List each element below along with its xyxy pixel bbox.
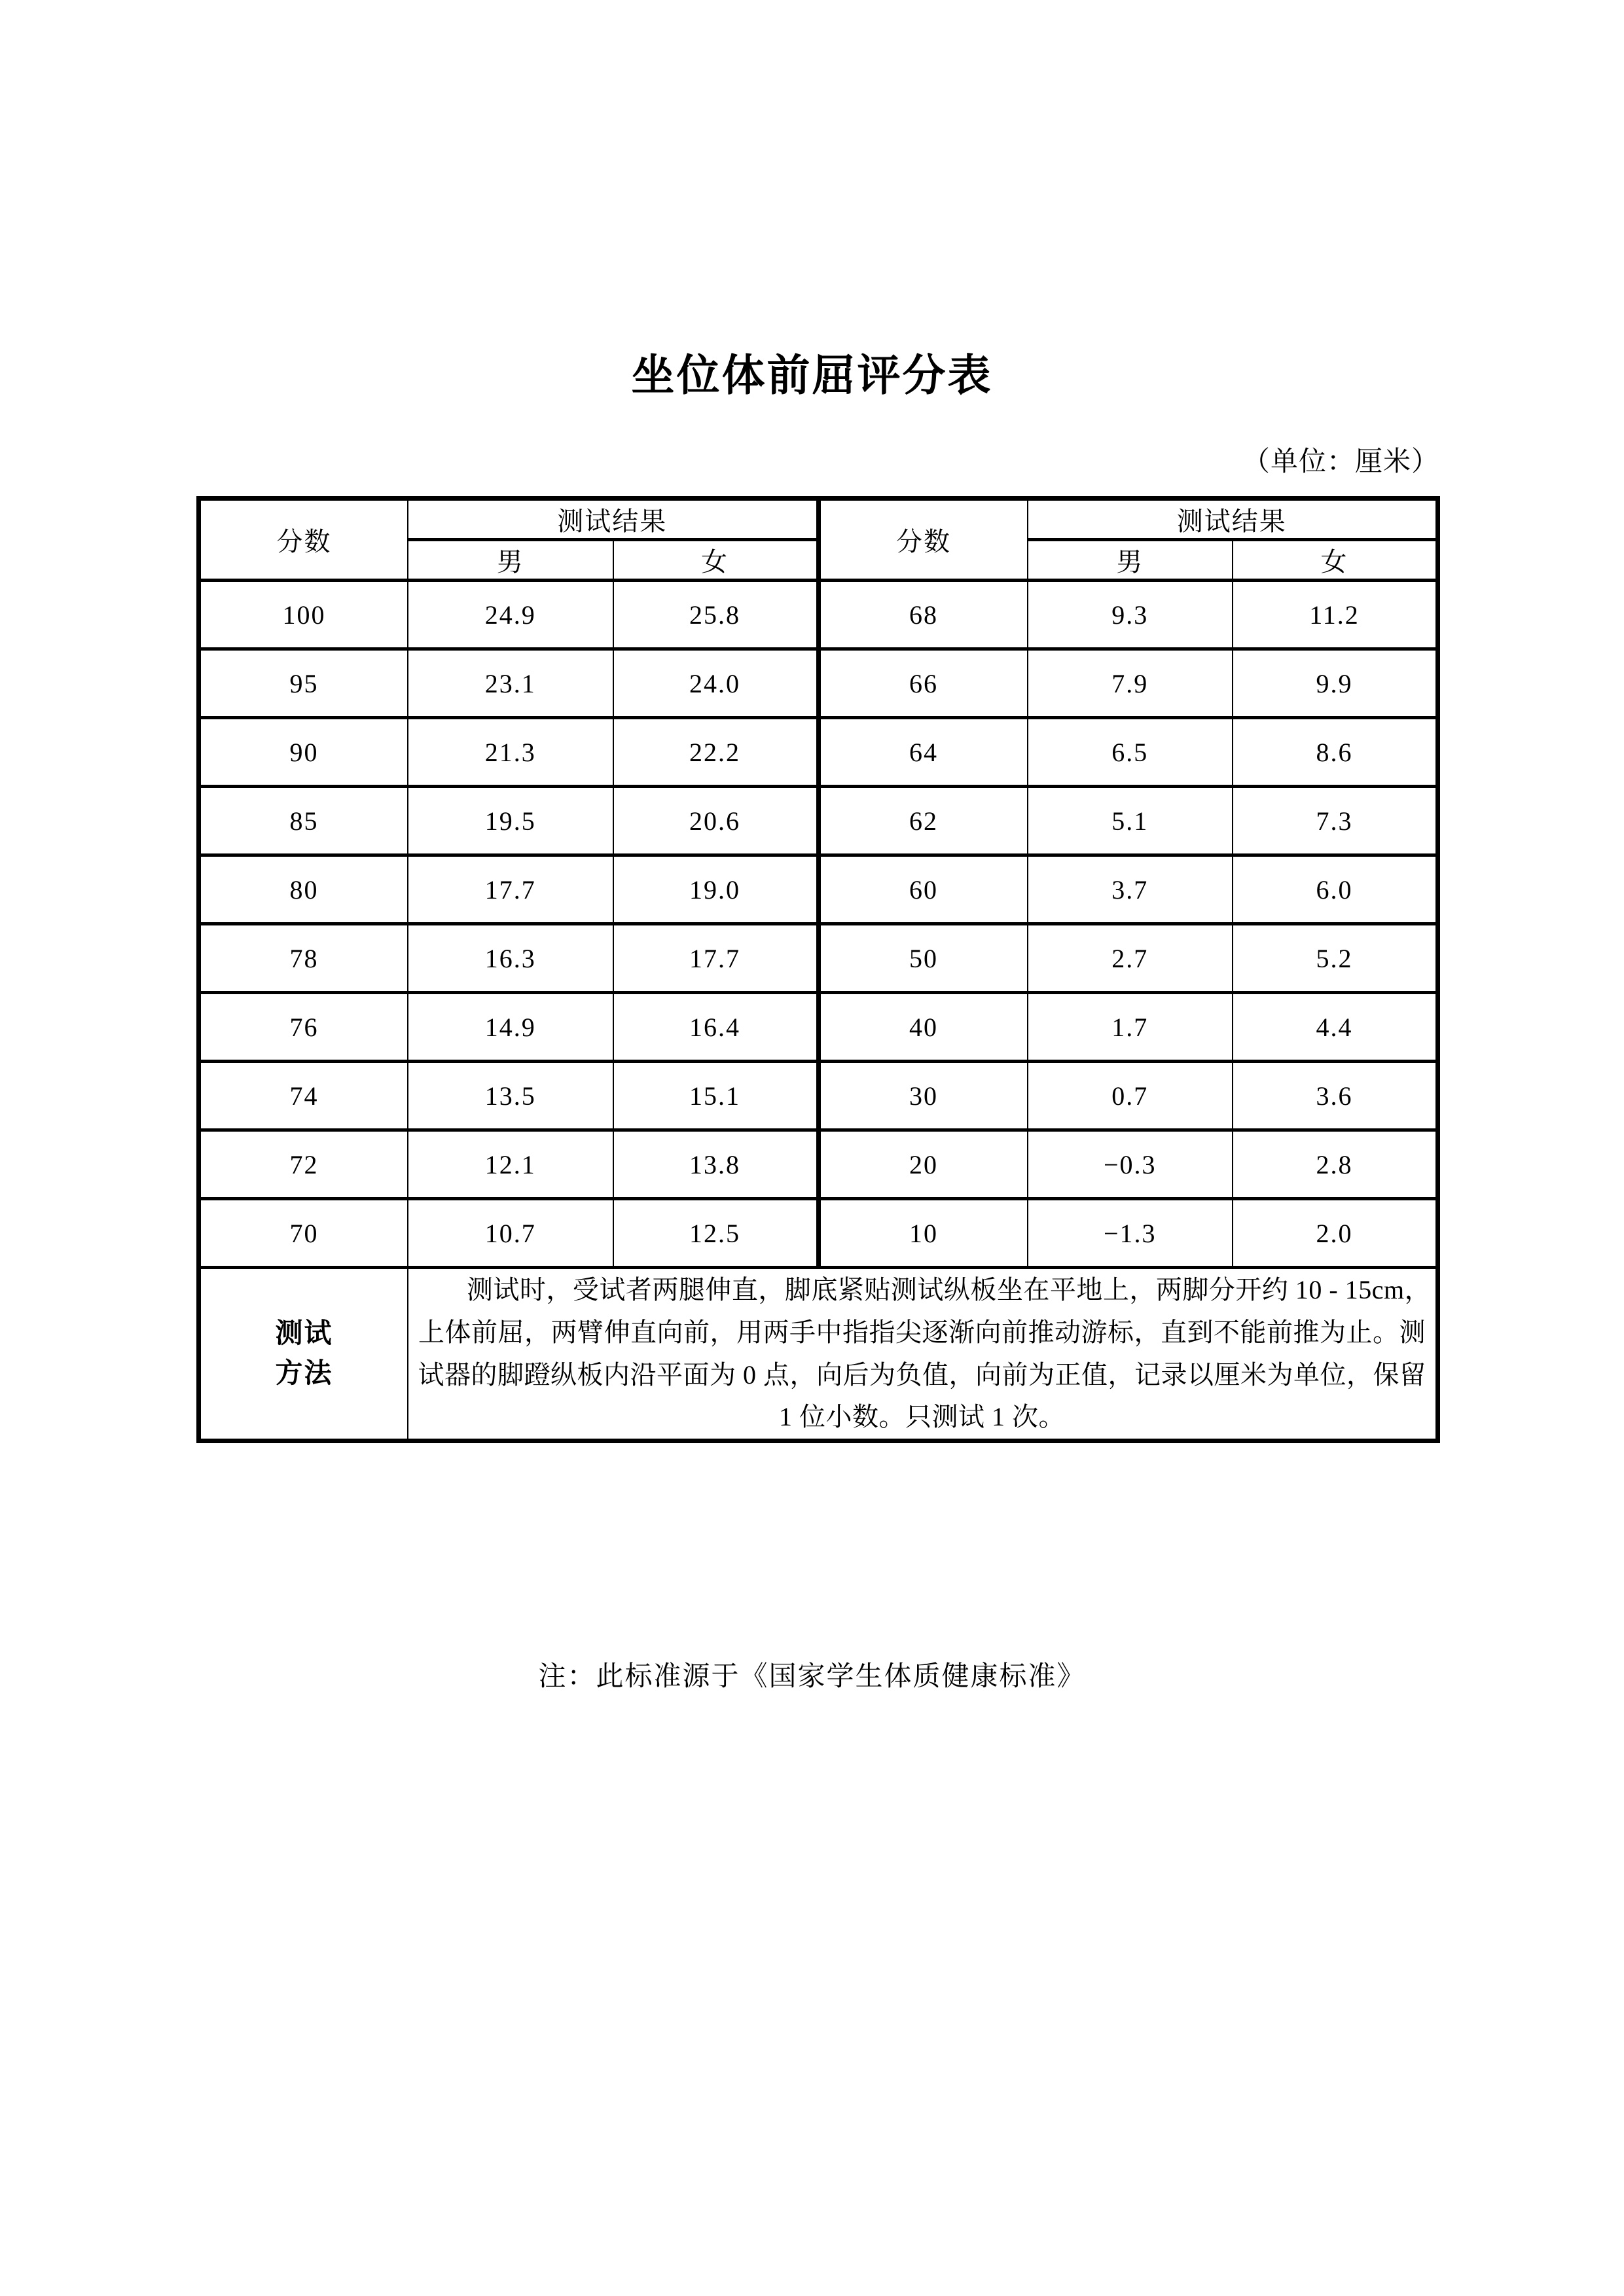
cell-female-left: 13.8 xyxy=(613,1130,819,1199)
cell-female-left: 25.8 xyxy=(613,581,819,649)
table-row xyxy=(199,855,1438,924)
cell-score-left: 85 xyxy=(199,787,408,855)
source-footnote: 注：此标准源于《国家学生体质健康标准》 xyxy=(538,1662,1086,1692)
table-row xyxy=(199,924,1438,993)
cell-female-right: 7.3 xyxy=(1233,787,1438,855)
cell-male-right: 9.3 xyxy=(1028,581,1233,649)
header-female-left: 女 xyxy=(613,540,819,581)
cell-male-left: 24.9 xyxy=(408,581,613,649)
method-row xyxy=(199,1268,1438,1441)
cell-score-right: 66 xyxy=(818,649,1028,718)
cell-female-right: 8.6 xyxy=(1233,718,1438,787)
method-body-cell xyxy=(408,1268,1438,1441)
cell-male-left: 13.5 xyxy=(408,1062,613,1130)
cell-female-left: 20.6 xyxy=(613,787,819,855)
table-row xyxy=(199,649,1438,718)
cell-female-right: 6.0 xyxy=(1233,855,1438,924)
cell-male-right: 6.5 xyxy=(1028,718,1233,787)
table-row xyxy=(199,1062,1438,1130)
cell-male-left: 12.1 xyxy=(408,1130,613,1199)
page-title: 坐位体前屈评分表 xyxy=(631,352,993,400)
cell-male-left: 21.3 xyxy=(408,718,613,787)
cell-score-left: 80 xyxy=(199,855,408,924)
cell-score-left: 72 xyxy=(199,1130,408,1199)
cell-female-left: 22.2 xyxy=(613,718,819,787)
cell-score-right: 10 xyxy=(818,1199,1028,1268)
cell-score-left: 74 xyxy=(199,1062,408,1130)
table-header-row-1 xyxy=(199,499,1438,540)
cell-male-right: 2.7 xyxy=(1028,924,1233,993)
table-row xyxy=(199,993,1438,1062)
cell-female-left: 17.7 xyxy=(613,924,819,993)
header-male-right: 男 xyxy=(1028,540,1233,581)
table-row xyxy=(199,718,1438,787)
cell-score-left: 95 xyxy=(199,649,408,718)
cell-score-left: 100 xyxy=(199,581,408,649)
cell-score-right: 50 xyxy=(818,924,1028,993)
cell-male-right: 5.1 xyxy=(1028,787,1233,855)
cell-female-left: 19.0 xyxy=(613,855,819,924)
cell-male-left: 23.1 xyxy=(408,649,613,718)
cell-male-left: 19.5 xyxy=(408,787,613,855)
cell-score-right: 64 xyxy=(818,718,1028,787)
cell-female-left: 12.5 xyxy=(613,1199,819,1268)
method-label-line1: 测试 xyxy=(275,1318,333,1349)
table-body xyxy=(199,499,1438,1441)
cell-score-right: 68 xyxy=(818,581,1028,649)
method-label-line2: 方法 xyxy=(275,1358,333,1389)
method-text: 测试时，受试者两腿伸直，脚底紧贴测试纵板坐在平地上，两脚分开约 10 - 15cm，上体前屈，两臂伸直向前，用两手中指指尖逐渐向前推动游标，直到不能前推为止。测试器的脚蹬纵板内沿平面为 0 点，向后为负值，向前为正值，记录以厘米为单位，保留 1 位小数。只测试 1 次。 xyxy=(418,1275,1432,1432)
cell-score-right: 60 xyxy=(818,855,1028,924)
cell-male-right: 7.9 xyxy=(1028,649,1233,718)
cell-female-right: 4.4 xyxy=(1233,993,1438,1062)
cell-male-left: 14.9 xyxy=(408,993,613,1062)
cell-male-left: 10.7 xyxy=(408,1199,613,1268)
cell-male-left: 16.3 xyxy=(408,924,613,993)
cell-score-right: 62 xyxy=(818,787,1028,855)
cell-score-right: 20 xyxy=(818,1130,1028,1199)
header-result-left: 测试结果 xyxy=(408,499,818,540)
table-row xyxy=(199,581,1438,649)
cell-score-left: 70 xyxy=(199,1199,408,1268)
cell-female-left: 16.4 xyxy=(613,993,819,1062)
cell-male-right: −0.3 xyxy=(1028,1130,1233,1199)
cell-female-right: 5.2 xyxy=(1233,924,1438,993)
cell-female-left: 24.0 xyxy=(613,649,819,718)
cell-female-right: 11.2 xyxy=(1233,581,1438,649)
table-row xyxy=(199,1199,1438,1268)
cell-female-right: 2.0 xyxy=(1233,1199,1438,1268)
unit-caption: （单位：厘米） xyxy=(1242,447,1439,477)
header-female-right: 女 xyxy=(1233,540,1438,581)
cell-female-right: 3.6 xyxy=(1233,1062,1438,1130)
table-row xyxy=(199,787,1438,855)
method-label-cell xyxy=(199,1268,408,1441)
header-score-right: 分数 xyxy=(818,499,1028,581)
cell-female-right: 9.9 xyxy=(1233,649,1438,718)
cell-male-left: 17.7 xyxy=(408,855,613,924)
cell-score-left: 78 xyxy=(199,924,408,993)
cell-score-left: 90 xyxy=(199,718,408,787)
header-male-left: 男 xyxy=(408,540,613,581)
cell-male-right: 3.7 xyxy=(1028,855,1233,924)
cell-score-left: 76 xyxy=(199,993,408,1062)
cell-female-right: 2.8 xyxy=(1233,1130,1438,1199)
cell-male-right: 0.7 xyxy=(1028,1062,1233,1130)
cell-female-left: 15.1 xyxy=(613,1062,819,1130)
cell-score-right: 30 xyxy=(818,1062,1028,1130)
header-score-left: 分数 xyxy=(199,499,408,581)
header-result-right: 测试结果 xyxy=(1028,499,1438,540)
cell-male-right: 1.7 xyxy=(1028,993,1233,1062)
cell-male-right: −1.3 xyxy=(1028,1199,1233,1268)
cell-score-right: 40 xyxy=(818,993,1028,1062)
score-table xyxy=(196,496,1440,1443)
table-row xyxy=(199,1130,1438,1199)
